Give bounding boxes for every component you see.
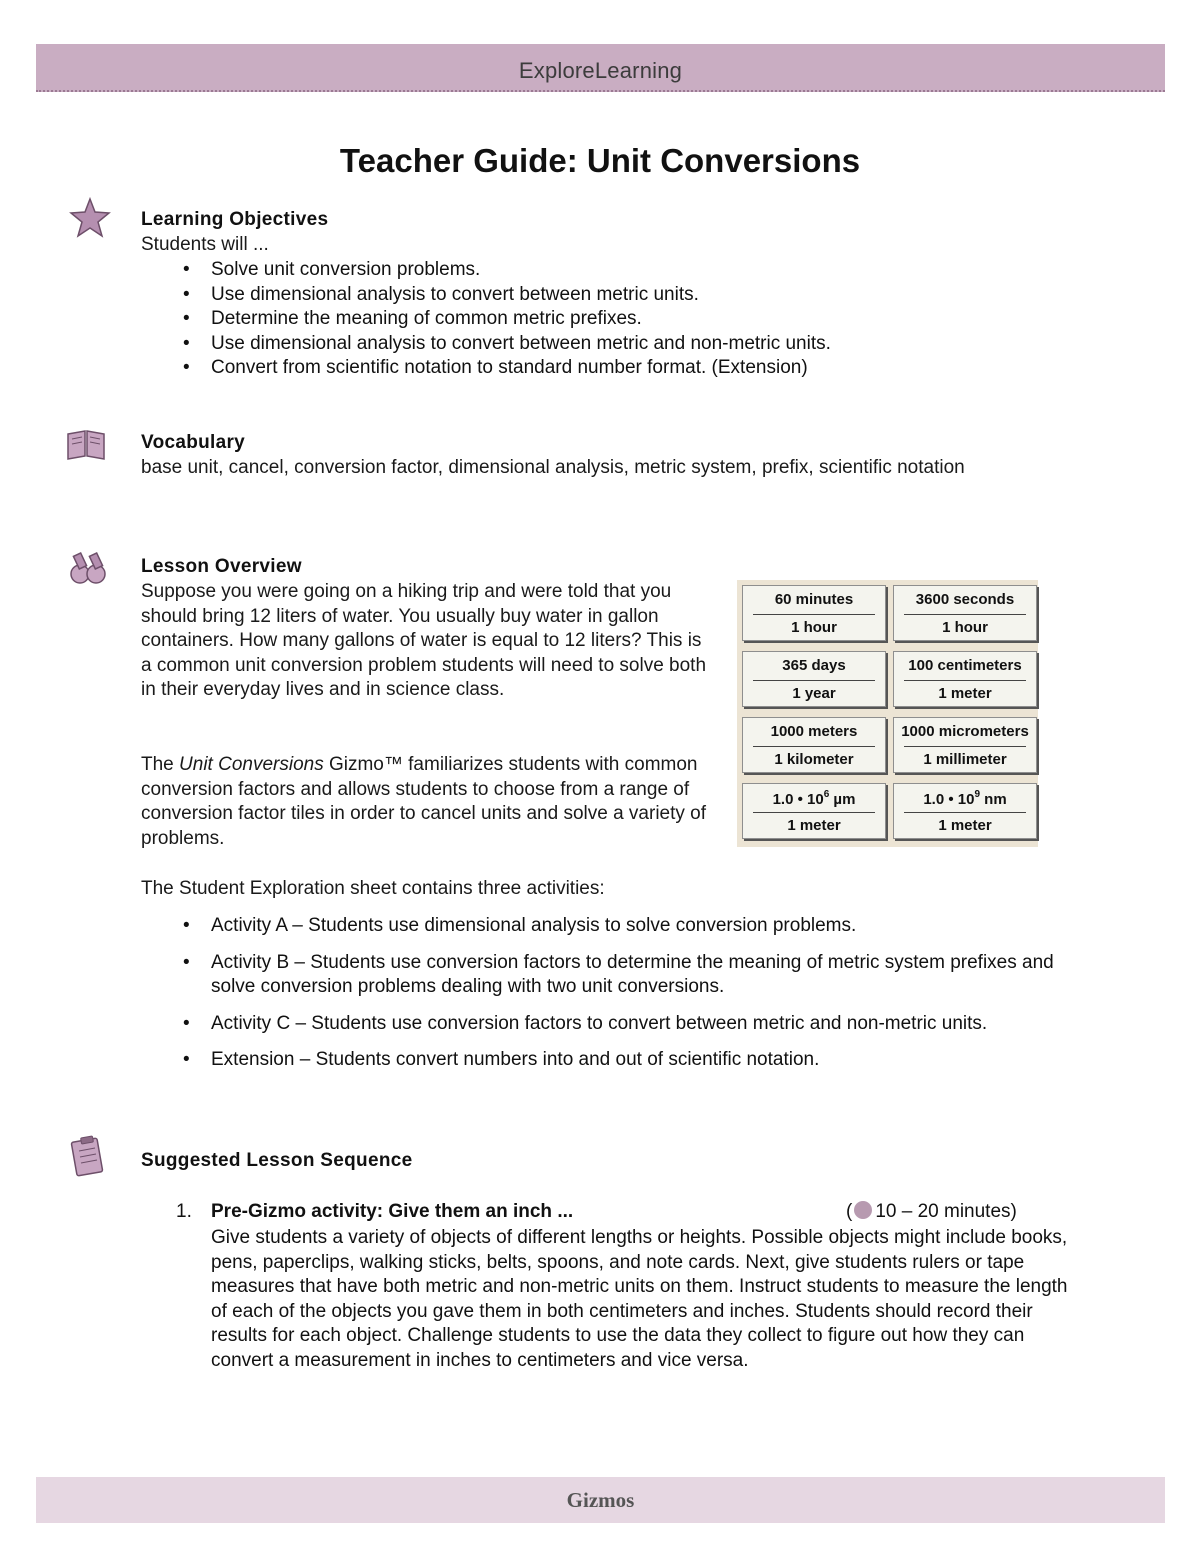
lesson-overview-paragraph-3: The Student Exploration sheet contains three activities: bbox=[141, 878, 605, 899]
conversion-tile: 1000 micrometers 1 millimeter bbox=[893, 717, 1037, 773]
gizmos-logo: Gizmos bbox=[566, 1488, 635, 1512]
vocabulary-text: base unit, cancel, conversion factor, dimensional analysis, metric system, prefix, scientific notation bbox=[141, 457, 965, 478]
learning-objectives-intro: Students will ... bbox=[141, 234, 269, 255]
clipboard-icon bbox=[66, 1134, 110, 1178]
list-item: • Use dimensional analysis to convert between metric and non-metric units. bbox=[141, 332, 1041, 357]
list-item: • Solve unit conversion problems. bbox=[141, 258, 1041, 283]
conversion-tile: 365 days 1 year bbox=[742, 651, 886, 707]
sequence-item-title: Pre-Gizmo activity: Give them an inch ... bbox=[211, 1201, 574, 1222]
list-item: • Use dimensional analysis to convert between metric units. bbox=[141, 283, 1041, 308]
list-item: • Determine the meaning of common metric prefixes. bbox=[141, 307, 1041, 332]
learning-objectives-list bbox=[141, 258, 1041, 381]
conversion-tile: 3600 seconds 1 hour bbox=[893, 585, 1037, 641]
lesson-sequence-heading: Suggested Lesson Sequence bbox=[141, 1150, 413, 1171]
conversion-tile: 1000 meters 1 kilometer bbox=[742, 717, 886, 773]
page-title: Teacher Guide: Unit Conversions bbox=[339, 142, 861, 179]
clock-icon bbox=[854, 1201, 872, 1219]
gizmo-name: Unit Conversions bbox=[179, 754, 324, 775]
conversion-tile: 1.0 • $10^9$ nm 1 meter bbox=[893, 783, 1037, 839]
star-icon bbox=[68, 196, 112, 240]
vocabulary-heading: Vocabulary bbox=[141, 432, 246, 453]
learning-objectives-heading: Learning Objectives bbox=[141, 209, 329, 230]
explorelearning-logo: ExploreLearning bbox=[518, 58, 683, 83]
list-item: • Convert from scientific notation to standard number format. (Extension) bbox=[141, 356, 1041, 381]
list-item: • Activity A – Students use dimensional analysis to solve conversion problems. bbox=[141, 914, 1061, 939]
lesson-overview-paragraph-1: Suppose you were going on a hiking trip and were told that you should bring 12 liters of water. You usually buy water in gallon containers. How many gallons of water is equal to 12 liters? This is a common unit conversion problem students will need to solve both in their everyday lives and in science class. bbox=[141, 581, 707, 701]
lesson-overview-heading: Lesson Overview bbox=[141, 556, 302, 577]
binoculars-icon bbox=[66, 546, 110, 590]
list-item: • Activity B – Students use conversion factors to determine the meaning of metric system prefixes and solve conversion problems dealing with two unit conversions. bbox=[141, 951, 1061, 1000]
list-item: • Extension – Students convert numbers into and out of scientific notation. bbox=[141, 1048, 1061, 1073]
activities-list bbox=[141, 914, 1061, 1085]
conversion-tiles-image bbox=[737, 580, 1038, 847]
sequence-item-time: ( 10 – 20 minutes) bbox=[846, 1201, 1017, 1222]
sequence-item-number: 1. bbox=[176, 1201, 192, 1222]
footer-band bbox=[36, 1477, 1165, 1523]
book-icon bbox=[64, 422, 108, 466]
lesson-overview-paragraph-2: The Unit Conversions Gizmo™ familiarizes students with common conversion factors and allows students to choose from a range of conversion factor tiles in order to cancel units and solve a variety of problems. bbox=[141, 754, 707, 849]
header-band bbox=[36, 44, 1165, 92]
conversion-tile: 60 minutes 1 hour bbox=[742, 585, 886, 641]
sequence-item-body: Give students a variety of objects of different lengths or heights. Possible objects might include books, pens, paperclips, walking sticks, belts, spoons, and note cards. Next, give students rulers or tape measures that have both metric and non-metric units on them. Instruct students to measure the length of each of the objects you gave them in both centimeters and inches. Students should record their results for each object. Challenge students to use the data they collect to figure out how they can convert a measurement in inches to centimeters and vice versa. bbox=[211, 1227, 1068, 1371]
conversion-tile: 1.0 • $10^6$ µm 1 meter bbox=[742, 783, 886, 839]
list-item: • Activity C – Students use conversion factors to convert between metric and non-metric units. bbox=[141, 1012, 1061, 1037]
conversion-tile: 100 centimeters 1 meter bbox=[893, 651, 1037, 707]
